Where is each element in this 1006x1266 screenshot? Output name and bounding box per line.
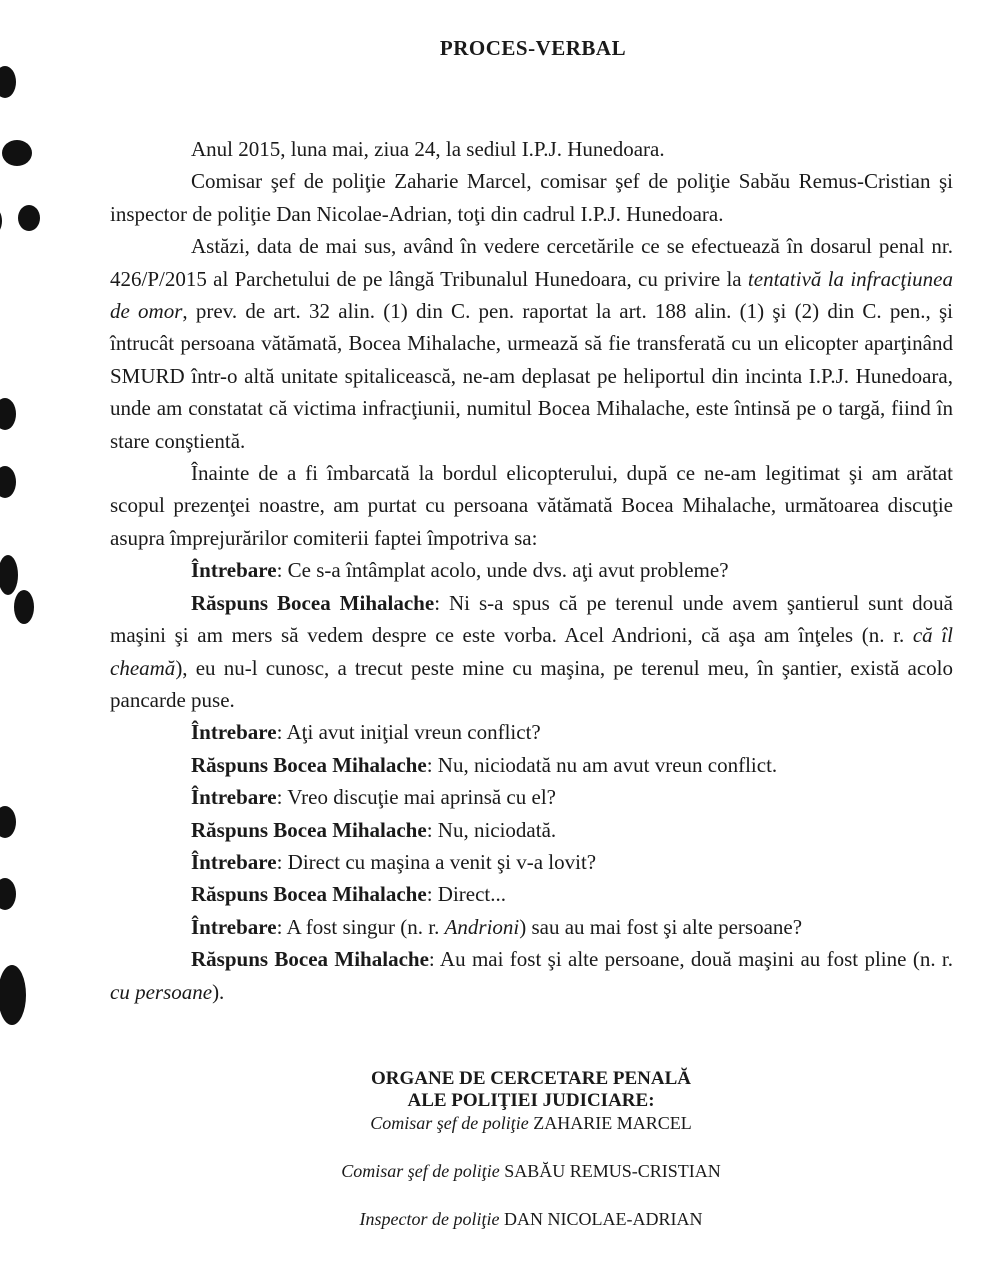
organization-title-line1: ORGANE DE CERCETARE PENALĂ <box>370 1068 692 1089</box>
question-label: Întrebare <box>191 558 277 583</box>
answer-text: ). <box>212 979 225 1004</box>
intro-paragraph-discussion: Înainte de a fi îmbarcată la bordul elicopterului, după ce ne-am legitimat şi am arătat scopul prezenţei noastre, am purtat cu persoana vătămată Bocea Mihalache, următoarea discuţie asupra împrejurărilor comiterii faptei împotriva sa: <box>110 461 953 550</box>
signatory-rank: Inspector de poliţie <box>359 1209 500 1229</box>
answer-note: că îl cheamă <box>110 623 953 680</box>
answer <box>110 878 953 910</box>
signatory-dan <box>0 1208 1006 1230</box>
context-text: Astăzi, data de mai sus, având în vedere cercetările ce se efectuează în dosarul penal nr. 426/P/2015 al Parchetului de pe lângă Tribunalul Hunedoara, cu privire la <box>110 234 953 291</box>
question <box>110 554 953 586</box>
question <box>110 781 953 813</box>
answer-label: Răspuns Bocea Mihalache <box>191 590 435 615</box>
signatory-name: DAN NICOLAE-ADRIAN <box>503 1209 703 1229</box>
signatory-name: SABĂU REMUS-CRISTIAN <box>504 1161 721 1181</box>
answer-text: : Nu, niciodată nu am avut vreun conflict. <box>426 752 778 777</box>
intro-paragraph-officers: Comisar şef de poliţie Zaharie Marcel, comisar şef de poliţie Sabău Remus-Cristian şi inspector de poliţie Dan Nicolae-Adrian, toţi din cadrul I.P.J. Hunedoara. <box>110 169 953 226</box>
intro-paragraph-context <box>110 230 953 457</box>
answer <box>110 749 953 781</box>
punch-hole-mark <box>18 205 40 231</box>
offense-name: tentativă la infracţiunea de omor <box>110 266 953 324</box>
answer-label: Răspuns Bocea Mihalache <box>191 882 427 907</box>
context-text: , prev. de art. 32 alin. (1) din C. pen. raportat la art. 188 alin. (1) şi (2) din C. pen., şi întrucât persoana vătămată, Bocea Mihalache, urmează să fie transferată cu un elicopter aparţinând SMURD într-o altă unitate spitalicească, ne-am deplasat pe heliportul din incinta I.P.J. Hunedoara, unde am constatat că victima infracţiunii, numitul Bocea Mihalache, este întinsă pe o targă, fiind în stare conştientă. <box>110 299 953 453</box>
answer-label: Răspuns Bocea Mihalache <box>191 817 427 842</box>
question-text: ) sau au mai fost şi alte persoane? <box>519 914 803 939</box>
question-label: Întrebare <box>191 914 277 939</box>
organization-title-line2: ALE POLIŢIEI JUDICIARE: <box>407 1090 655 1111</box>
answer-label: Răspuns Bocea Mihalache <box>191 947 429 972</box>
punch-hole-mark <box>0 878 16 910</box>
question-text: : Aţi avut iniţial vreun conflict? <box>276 720 541 745</box>
question-text: : Direct cu maşina a venit şi v-a lovit? <box>276 849 597 874</box>
question-text: : Vreo discuţie mai aprinsă cu el? <box>276 785 556 810</box>
signatory-zaharie <box>0 1112 1006 1134</box>
answer <box>110 943 953 1008</box>
document-body <box>110 133 953 1008</box>
signatory-rank: Comisar şef de poliţie <box>370 1113 529 1133</box>
answer <box>110 587 953 717</box>
document-title: PROCES-VERBAL <box>439 36 627 60</box>
signatory-name: ZAHARIE MARCEL <box>533 1113 692 1133</box>
question-text: : Ce s-a întâmplat acolo, unde dvs. aţi avut probleme? <box>276 558 729 583</box>
punch-hole-mark <box>0 806 16 838</box>
question-label: Întrebare <box>191 720 277 745</box>
answer-text: ), eu nu-l cunosc, a trecut peste mine cu maşina, pe terenul meu, în şantier, există acolo pancarde puse. <box>110 655 953 712</box>
punch-hole-mark <box>0 965 26 1025</box>
question <box>110 911 953 943</box>
question-note: Andrioni <box>444 914 520 939</box>
punch-hole-mark <box>0 555 18 595</box>
question-label: Întrebare <box>191 785 277 810</box>
question <box>110 716 953 748</box>
signatory-sabau <box>0 1160 1006 1182</box>
question-text: : A fost singur (n. r. <box>276 914 445 939</box>
answer-text: : Nu, niciodată. <box>426 817 557 842</box>
punch-hole-mark <box>14 590 34 624</box>
answer-text: : Au mai fost şi alte persoane, două maşini au fost pline (n. r. <box>428 947 954 972</box>
punch-hole-mark <box>2 140 32 166</box>
punch-hole-mark <box>0 208 2 234</box>
question-label: Întrebare <box>191 849 277 874</box>
punch-hole-mark <box>0 398 16 430</box>
answer-label: Răspuns Bocea Mihalache <box>191 752 427 777</box>
signatory-rank: Comisar şef de poliţie <box>341 1161 500 1181</box>
answer-text: : Ni s-a spus că pe terenul unde avem şantierul sunt două maşini şi am mers să vedem despre ce este vorba. Acel Andrioni, că aşa am înţeles (n. r. <box>110 590 954 648</box>
question <box>110 846 953 878</box>
intro-paragraph-date: Anul 2015, luna mai, ziua 24, la sediul I.P.J. Hunedoara. <box>191 137 665 161</box>
answer-text: : Direct... <box>426 882 506 907</box>
answer-note: cu persoane <box>110 979 213 1004</box>
punch-hole-mark <box>0 66 16 98</box>
signature-block <box>0 1068 1006 1230</box>
punch-hole-mark <box>0 466 16 498</box>
answer <box>110 814 953 846</box>
